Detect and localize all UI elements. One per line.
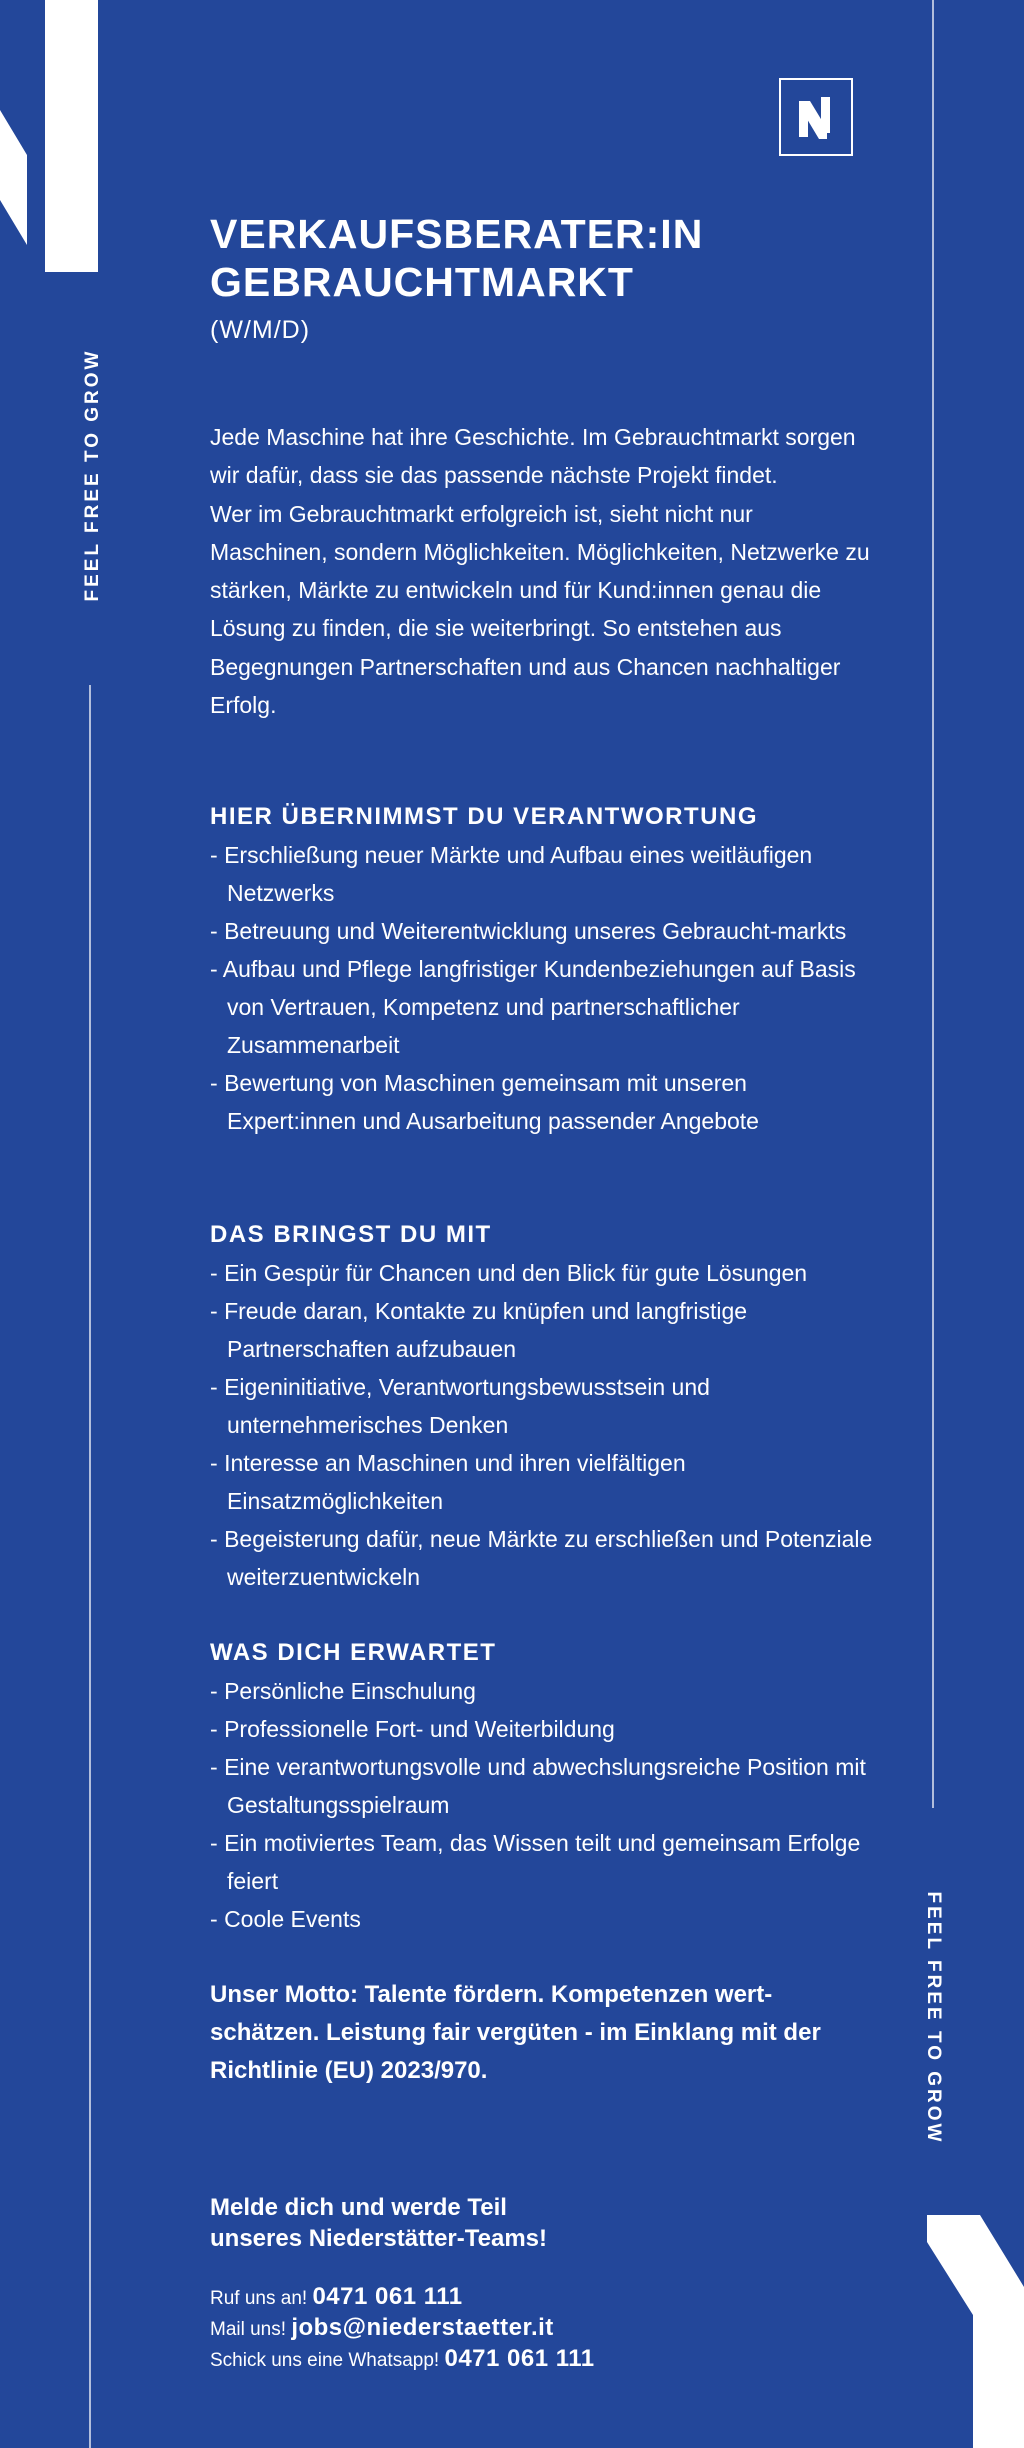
- side-tagline-right: FEEL FREE TO GROW: [923, 1891, 944, 2145]
- company-motto: Unser Motto: Talente fördern. Kompetenzen wert-schätzen. Leistung fair vergüten - im Einklang mit der Richtlinie (EU) 2023/970.: [210, 1981, 821, 2084]
- intro-text: [210, 418, 875, 724]
- list-item: - Aufbau und Pflege langfristiger Kundenbeziehungen auf Basis von Vertrauen, Kompetenz und partnerschaftlicher Zusammenarbeit: [210, 950, 875, 1064]
- benefits-section: [210, 1634, 875, 1938]
- left-vertical-line: [89, 685, 91, 2448]
- title-line-1: VERKAUFSBERATER:IN: [210, 211, 704, 257]
- phone-label: Ruf uns an!: [210, 2288, 308, 2309]
- cta-line-1: Melde dich und werde Teil: [210, 2194, 507, 2221]
- whatsapp-number-link[interactable]: 0471 061 111: [444, 2345, 595, 2372]
- list-item: - Begeisterung dafür, neue Märkte zu erschließen und Potenziale weiterzuentwickeln: [210, 1520, 875, 1596]
- list-item: - Professionelle Fort- und Weiterbildung: [210, 1710, 875, 1748]
- requirements-heading: DAS BRINGST DU MIT: [210, 1221, 492, 1248]
- contact-block: [210, 2282, 875, 2375]
- right-vertical-line: [932, 0, 934, 1808]
- list-item: - Persönliche Einschulung: [210, 1672, 875, 1710]
- responsibilities-heading: HIER ÜBERNIMMST DU VERANTWORTUNG: [210, 803, 758, 830]
- list-item: - Coole Events: [210, 1900, 875, 1938]
- requirements-section: [210, 1216, 875, 1596]
- responsibilities-section: [210, 798, 875, 1140]
- list-item: - Betreuung und Weiterentwicklung unseres Gebraucht-markts: [210, 912, 875, 950]
- list-item: - Bewertung von Maschinen gemeinsam mit unseren Expert:innen und Ausarbeitung passender Angebote: [210, 1064, 875, 1140]
- benefits-list: [210, 1672, 875, 1938]
- list-item: - Ein motiviertes Team, das Wissen teilt und gemeinsam Erfolge feiert: [210, 1824, 875, 1900]
- phone-number-link[interactable]: 0471 061 111: [312, 2283, 463, 2310]
- niederstaetter-n-logo-icon: [797, 95, 835, 139]
- page-title: [210, 210, 703, 306]
- n-stripe-decoration-top: [0, 0, 100, 275]
- call-to-action: [210, 2192, 875, 2254]
- whatsapp-label: Schick uns eine Whatsapp!: [210, 2350, 440, 2371]
- intro-paragraph-2: Wer im Gebrauchtmarkt erfolgreich ist, sieht nicht nur Maschinen, sondern Möglichkeiten. Möglichkeiten, Netzwerke zu stärken, Märkte zu entwickeln und für Kund:innen genau die Lösung zu finden, die sie weiterbringt. So entstehen aus Begegnungen Partnerschaften und aus Chancen nachhaltiger Erfolg.: [210, 500, 870, 719]
- list-item: - Freude daran, Kontakte zu knüpfen und langfristige Partnerschaften aufzubauen: [210, 1292, 875, 1368]
- benefits-heading: WAS DICH ERWARTET: [210, 1639, 497, 1666]
- list-item: - Eigeninitiative, Verantwortungsbewusstsein und unternehmerisches Denken: [210, 1368, 875, 1444]
- n-stripe-decoration-bottom: [920, 2215, 1024, 2448]
- phone-row: [210, 2282, 875, 2313]
- intro-paragraph-1: Jede Maschine hat ihre Geschichte. Im Gebrauchtmarkt sorgen wir dafür, dass sie das passende nächste Projekt findet.: [210, 424, 856, 489]
- list-item: - Erschließung neuer Märkte und Aufbau eines weitläufigen Netzwerks: [210, 836, 875, 912]
- gender-note: (W/M/D): [210, 316, 311, 344]
- email-row: [210, 2313, 875, 2344]
- whatsapp-row: [210, 2344, 875, 2375]
- side-tagline-left: FEEL FREE TO GROW: [82, 348, 103, 602]
- title-line-2: GEBRAUCHTMARKT: [210, 259, 634, 305]
- company-logo: [779, 78, 853, 156]
- cta-line-2: unseres Niederstätter-Teams!: [210, 2225, 548, 2252]
- email-link[interactable]: jobs@niederstaetter.it: [291, 2314, 554, 2341]
- responsibilities-list: [210, 836, 875, 1140]
- list-item: - Eine verantwortungsvolle und abwechslungsreiche Position mit Gestaltungsspielraum: [210, 1748, 875, 1824]
- email-label: Mail uns!: [210, 2319, 287, 2340]
- list-item: - Ein Gespür für Chancen und den Blick für gute Lösungen: [210, 1254, 875, 1292]
- requirements-list: [210, 1254, 875, 1596]
- list-item: - Interesse an Maschinen und ihren vielfältigen Einsatzmöglichkeiten: [210, 1444, 875, 1520]
